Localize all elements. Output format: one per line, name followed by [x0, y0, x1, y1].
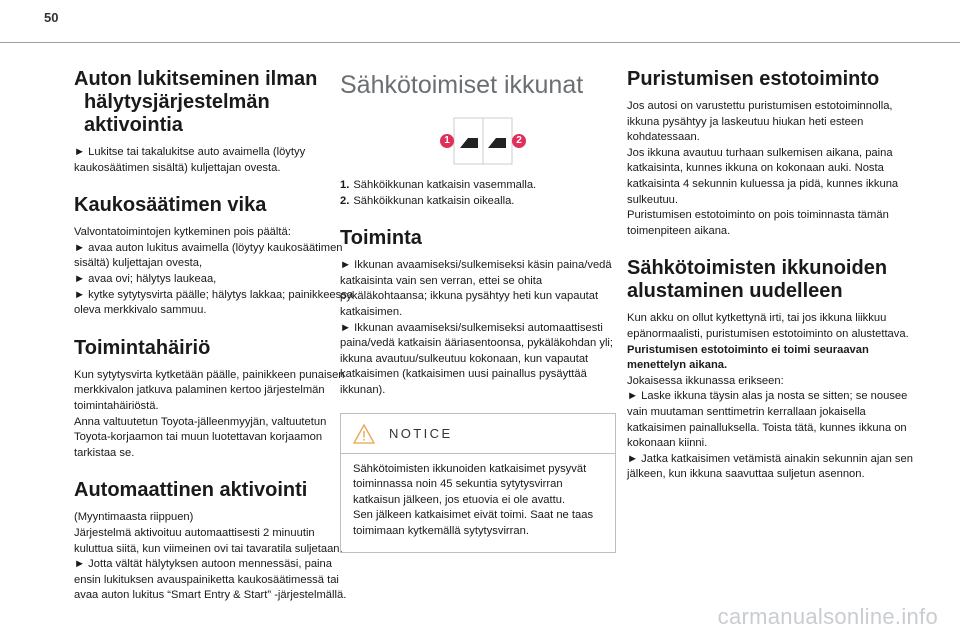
list-item: 1. Sähköikkunan katkaisin vasemmalla.: [340, 179, 537, 191]
paragraph: ► avaa ovi; hälytys laukeaa,: [74, 272, 217, 285]
paragraph: Puristumisen estotoiminto on pois toiminnasta tämän toimenpiteen aikana.: [627, 209, 889, 237]
paragraph: ► avaa auton lukitus avaimella (löytyy kaukosäätimen sisältä) kuljettajan ovesta,: [74, 241, 343, 270]
paragraph: ► Jotta vältät hälytyksen autoon mennessäsi, paina ensin lukituksen avauspainiketta kaukosäätimessä tai avaa auton lukitus “Smart Entry & Start” -järjestelmällä.: [74, 558, 347, 602]
paragraph: ► Ikkunan avaamiseksi/sulkemiseksi käsin paina/vedä katkaisinta vain sen verran, ettei se ohita pykäläkohtaansa; ikkuna pysähtyy heti kun vapautat katkaisimen.: [340, 259, 612, 318]
notice-header: [341, 424, 615, 454]
heading-reinitialise-windows: Sähkötoimisten ikkunoiden alustaminen uudelleen: [627, 257, 888, 303]
paragraph-bold: Puristumisen estotoiminto ei toimi seuraavan menettelyn aikana.: [627, 343, 869, 372]
warning-triangle-icon: [353, 424, 375, 444]
notice-paragraph: Sen jälkeen katkaisimet eivät toimi. Saat ne taas toimimaan kytkemällä sytytysvirran.: [353, 509, 594, 537]
paragraph: ► Jatka katkaisimen vetämistä ainakin sekunnin ajan sen jälkeen, kun ikkuna saavuttaa suljetun asennon.: [627, 452, 913, 481]
paragraph: ► Lukitse tai takalukitse auto avaimella (löytyy kaukosäätimen sisältä) kuljettajan ovesta.: [74, 146, 306, 174]
heading-malfunction: Toimintahäiriö: [74, 336, 211, 359]
paragraph: Anna valtuutetun Toyota-jälleenmyyjän, valtuutetun Toyota-korjaamon tai muun luotettavan korjaamon tarkistaa se.: [74, 415, 327, 459]
callout-2: 2: [512, 134, 526, 148]
paragraph: ► Laske ikkuna täysin alas ja nosta se sitten; se nousee vain muutaman senttimetrin kerrallaan jokaisella katkaisimen painalluksella. Toista tätä, kunnes ikkuna on kokonaan kiinni.: [627, 390, 908, 450]
paragraph: Valvontatoimintojen kytkeminen pois päältä:: [74, 226, 291, 239]
header-rule: [0, 42, 960, 43]
notice-paragraph: Sähkötoimisten ikkunoiden katkaisimet pysyvät toiminnassa noin 45 sekuntia sytytysvirran katkaisun jälkeen, jos etuovia ei ole avattu.: [353, 462, 587, 506]
heading-operation: Toiminta: [340, 227, 422, 250]
paragraph: Jokaisessa ikkunassa erikseen:: [627, 374, 784, 387]
page-number: 50: [44, 10, 59, 25]
callout-1: 1: [440, 134, 454, 148]
column-left: [74, 68, 354, 604]
window-switch-left-icon: [460, 138, 478, 148]
paragraph: Järjestelmä aktivoituu automaattisesti 2 minuutin kuluttua siitä, kun viimeinen ovi tai tavaratila suljetaan.: [74, 526, 343, 555]
paragraph: Kun akku on ollut kytkettynä irti, tai jos ikkuna liikkuu epänormaalisti, puristumisen estotoiminto on alustettava.: [627, 312, 909, 340]
paragraph: ► kytke sytytysvirta päälle; hälytys lakkaa; painikkeessa oleva merkkivalo sammuu.: [74, 288, 354, 317]
column-middle: [340, 68, 620, 553]
heading-anti-pinch: Puristumisen estotoiminto: [627, 68, 880, 90]
paragraph: Jos ikkuna avautuu turhaan sulkemisen aikana, paina katkaisinta, kunnes ikkuna on kokonaan auki. Nosta katkaisinta 4 sekunnin kuluessa ja pidä, kunnes ikkuna sulkeutuu.: [627, 146, 899, 206]
window-switch-figure: [438, 116, 528, 166]
watermark: carmanualsonline.info: [717, 604, 938, 629]
paragraph: Jos autosi on varustettu puristumisen estotoiminnolla, ikkuna pysähtyy ja laskeutuu hiukan heti esteen kohdatessaan.: [627, 100, 893, 144]
switch-legend-list: [340, 178, 620, 209]
list-item: 2. Sähköikkunan katkaisin oikealla.: [340, 194, 515, 207]
heading-remote-failure: Kaukosäätimen vika: [74, 194, 267, 217]
paragraph: ► Ikkunan avaamiseksi/sulkemiseksi automaattisesti paina/vedä katkaisin ääriasentoonsa, pykäläkohdan yli; ikkuna avautuu/sulkeutuu kokonaan, kun vapautat katkaisimen (katkaisimen uusi painallus pysäyttää ikkunan).: [340, 321, 614, 396]
heading-power-windows: Sähkötoimiset ikkunat: [340, 71, 584, 99]
notice-title: NOTICE: [389, 426, 453, 442]
paragraph: Kun sytytysvirta kytketään päälle, painikkeen punaisen merkkivalon jatkuva palaminen kertoo järjestelmän toimintahäiriöstä.: [74, 368, 345, 412]
notice-box: [340, 413, 616, 553]
heading-lock-without-alarm: Auton lukitseminen ilman hälytysjärjestelmän aktivointia: [74, 68, 318, 136]
window-switch-right-icon: [488, 138, 506, 148]
heading-automatic-activation: Automaattinen aktivointi: [74, 479, 308, 502]
window-switches-illustration: [448, 116, 518, 166]
column-right: [627, 68, 917, 483]
paragraph: (Myyntimaasta riippuen): [74, 511, 194, 524]
